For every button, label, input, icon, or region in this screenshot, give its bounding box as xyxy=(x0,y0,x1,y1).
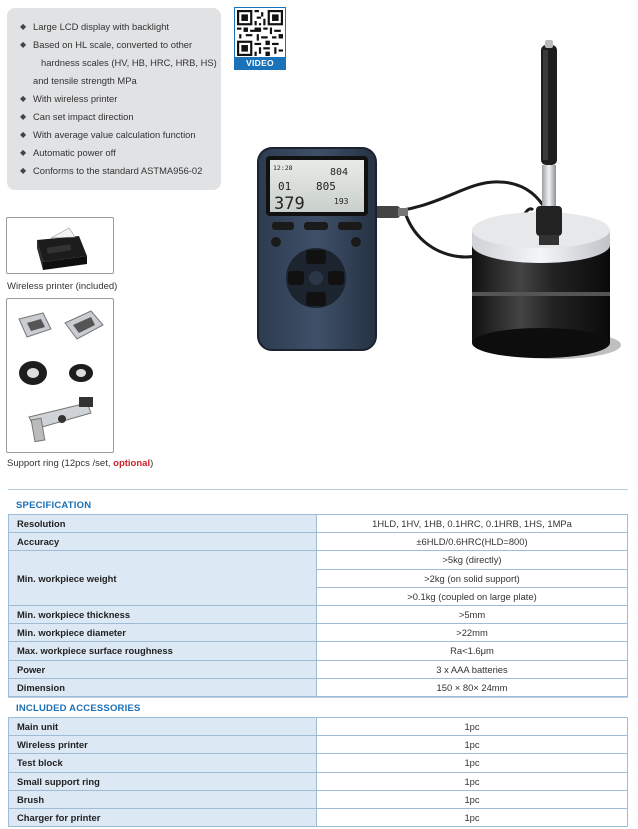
table-row xyxy=(9,515,628,533)
spec-value: >22mm xyxy=(317,624,628,642)
accessory-label: Small support ring xyxy=(9,772,317,790)
printer-caption: Wireless printer (included) xyxy=(7,281,118,292)
accessory-quantity: 1pc xyxy=(317,772,628,790)
support-ring-image xyxy=(6,298,114,453)
accessory-quantity: 1pc xyxy=(317,718,628,736)
support-ring-caption: Support ring (12pcs /set, optional) xyxy=(7,458,154,469)
hardness-tester-illustration xyxy=(250,30,635,370)
accessory-label: Charger for printer xyxy=(9,808,317,826)
diamond-bullet-icon: ◆ xyxy=(20,130,27,139)
spec-value: >2kg (on solid support) xyxy=(317,569,628,587)
spec-value: ±6HLD/0.6HRC(HLD=800) xyxy=(317,533,628,551)
included-accessories-title: INCLUDED ACCESSORIES xyxy=(16,703,141,714)
spec-label: Dimension xyxy=(9,678,317,696)
svg-text:01: 01 xyxy=(278,180,292,193)
accessory-label: Main unit xyxy=(9,718,317,736)
diamond-bullet-icon: ◆ xyxy=(20,94,27,103)
spec-value: >5mm xyxy=(317,605,628,623)
table-row xyxy=(9,678,628,696)
feature-item: ◆ Large LCD display with backlight xyxy=(19,18,213,36)
table-row xyxy=(9,718,628,736)
accessory-quantity: 1pc xyxy=(317,736,628,754)
feature-item: ◆ Based on HL scale, converted to other xyxy=(19,36,213,54)
svg-text:805: 805 xyxy=(316,180,336,193)
feature-item: ◆ Automatic power off xyxy=(19,144,213,162)
svg-text:804: 804 xyxy=(330,167,349,178)
accessory-label: Test block xyxy=(9,754,317,772)
accessory-label: Brush xyxy=(9,790,317,808)
diamond-bullet-icon: ◆ xyxy=(20,148,27,157)
spec-label: Power xyxy=(9,660,317,678)
table-row xyxy=(9,605,628,623)
table-row xyxy=(9,754,628,772)
spec-value: >0.1kg (coupled on large plate) xyxy=(317,587,628,605)
svg-text:12:28: 12:28 xyxy=(273,164,293,172)
spec-value: 150 × 80× 24mm xyxy=(317,678,628,696)
table-row xyxy=(9,624,628,642)
accessory-quantity: 1pc xyxy=(317,790,628,808)
table-row xyxy=(9,642,628,660)
specification-title: SPECIFICATION xyxy=(16,500,92,511)
spec-value: 1HLD, 1HV, 1HB, 0.1HRC, 0.1HRB, 1HS, 1MPa xyxy=(317,515,628,533)
diamond-bullet-icon: ◆ xyxy=(20,40,27,49)
spec-label: Min. workpiece weight xyxy=(9,551,317,606)
spec-value: 3 x AAA batteries xyxy=(317,660,628,678)
optional-label: optional xyxy=(113,458,151,469)
wireless-printer-image xyxy=(6,217,114,274)
feature-list-panel xyxy=(7,8,221,190)
table-row xyxy=(9,808,628,826)
svg-text:193: 193 xyxy=(334,197,349,206)
included-accessories-table xyxy=(8,717,628,827)
spec-value: Ra<1.6μm xyxy=(317,642,628,660)
spec-label: Resolution xyxy=(9,515,317,533)
feature-item: ◆ Conforms to the standard ASTMA956-02 xyxy=(19,162,213,180)
accessory-quantity: 1pc xyxy=(317,808,628,826)
spec-label: Min. workpiece thickness xyxy=(9,605,317,623)
spec-label: Accuracy xyxy=(9,533,317,551)
spec-label: Max. workpiece surface roughness xyxy=(9,642,317,660)
specification-table xyxy=(8,514,628,697)
video-label: VIDEO xyxy=(235,57,285,69)
feature-item-continued: and tensile strength MPa xyxy=(33,75,137,86)
printer-icon xyxy=(7,218,113,273)
spec-label: Min. workpiece diameter xyxy=(9,624,317,642)
svg-text:379: 379 xyxy=(274,194,305,214)
diamond-bullet-icon: ◆ xyxy=(20,22,27,31)
table-row xyxy=(9,660,628,678)
accessory-label: Wireless printer xyxy=(9,736,317,754)
section-divider xyxy=(8,697,628,698)
feature-item-continued: hardness scales (HV, HB, HRC, HRB, HS) xyxy=(41,57,217,68)
table-row xyxy=(9,551,628,569)
spec-value: >5kg (directly) xyxy=(317,551,628,569)
table-row xyxy=(9,533,628,551)
feature-item: ◆ With average value calculation function xyxy=(19,126,213,144)
table-row xyxy=(9,790,628,808)
section-divider xyxy=(8,489,628,490)
table-row xyxy=(9,772,628,790)
accessory-quantity: 1pc xyxy=(317,754,628,772)
diamond-bullet-icon: ◆ xyxy=(20,166,27,175)
support-ring-icon xyxy=(7,299,113,452)
diamond-bullet-icon: ◆ xyxy=(20,112,27,121)
feature-item: ◆ With wireless printer xyxy=(19,90,213,108)
table-row xyxy=(9,736,628,754)
feature-item: ◆ Can set impact direction xyxy=(19,108,213,126)
